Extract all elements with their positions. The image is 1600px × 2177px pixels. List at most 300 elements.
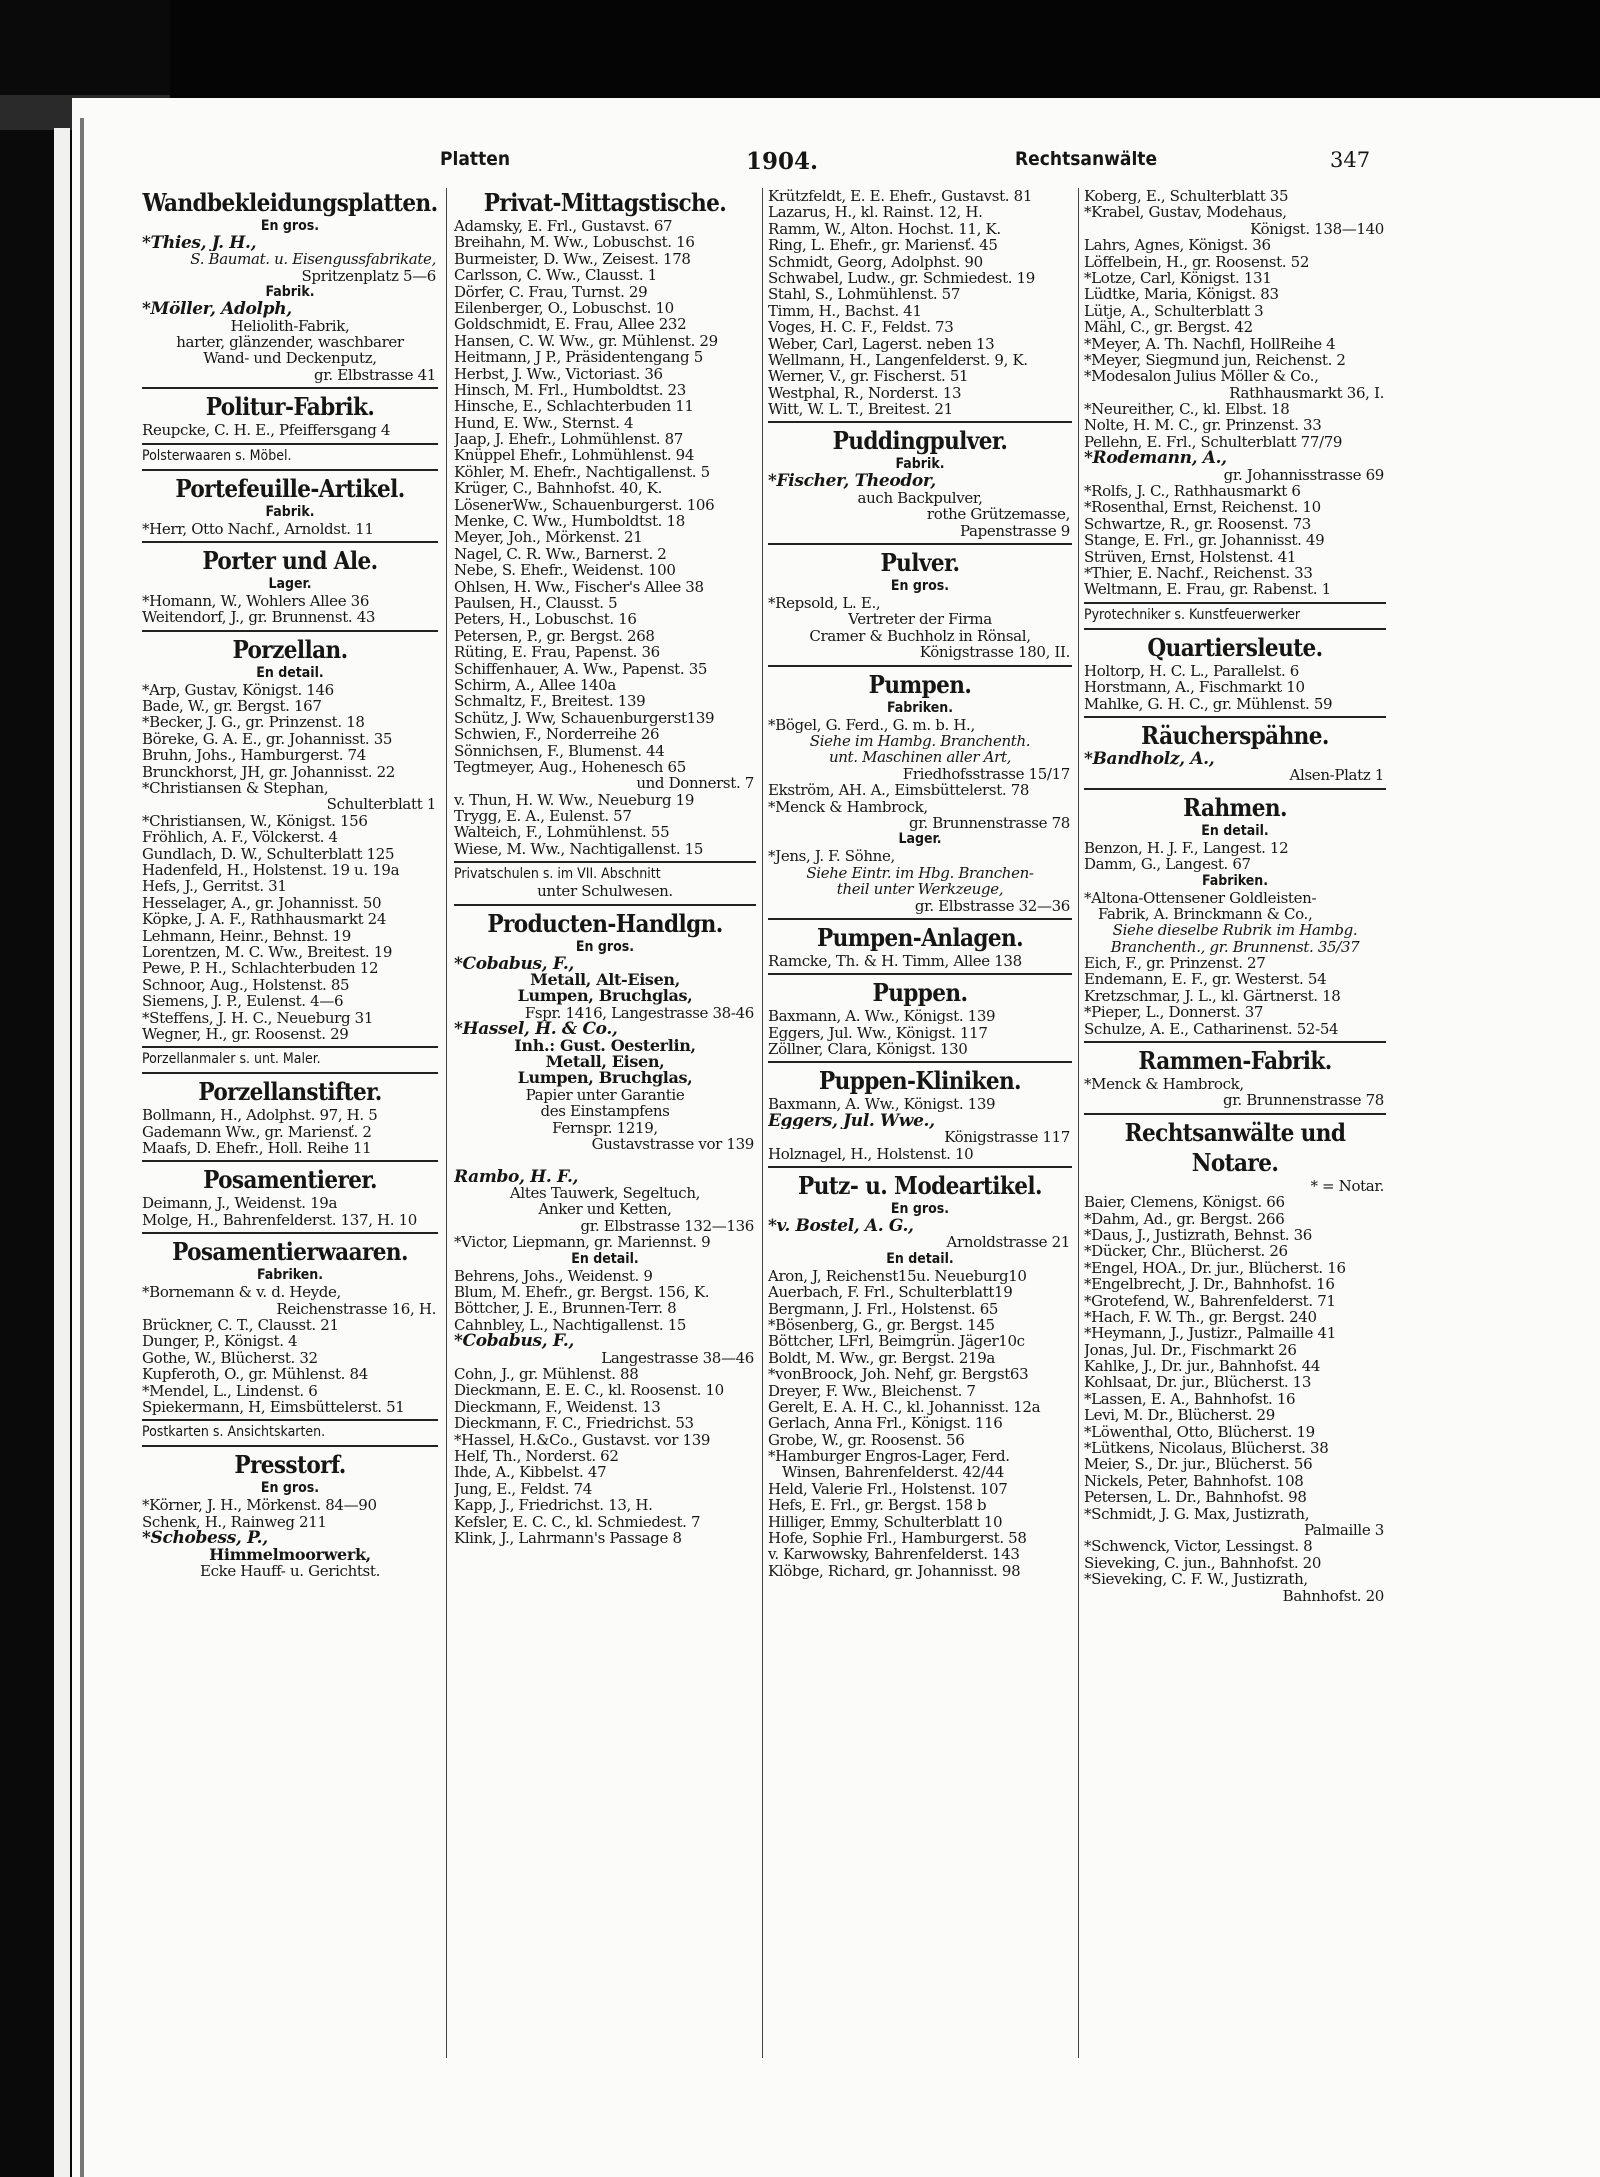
section-rule [768, 969, 1072, 978]
directory-entry: Adamsky, E. Frl., Gustavst. 67 [454, 218, 673, 235]
directory-entry: Böttcher, J. E., Brunnen-Terr. 8 [454, 1300, 677, 1317]
directory-entry: Köpke, J. A. F., Rathhausmarkt 24 [142, 911, 387, 928]
directory-entry: Königstrasse 117 [944, 1129, 1070, 1146]
directory-entry: Branchenth., gr. Brunnenst. 35/37 [1110, 938, 1360, 956]
directory-entry: Stange, E. Frl., gr. Johannisst. 49 [1084, 532, 1325, 549]
section-subheading: En gros. [260, 218, 320, 234]
directory-entry: Rathhausmarkt 36, I. [1229, 384, 1384, 402]
directory-entry: Goldschmidt, E. Frau, Allee 232 [454, 316, 687, 333]
directory-entry: * = Notar. [1310, 1177, 1384, 1195]
directory-entry: Schulterblatt 1 [326, 796, 436, 813]
directory-entry: LösenerWw., Schauenburgerst. 106 [454, 496, 715, 514]
directory-entry: Himmelmoorwerk, [209, 1546, 371, 1563]
directory-entry: Friedhofsstrasse 15/17 [902, 765, 1070, 783]
directory-entry: Eggers, Jul. Wwe., [768, 1112, 935, 1130]
directory-entry: *Thies, J. H., [142, 235, 257, 252]
running-header-right: Rechtsanwälte [1015, 148, 1158, 170]
directory-entry: Kretzschmar, J. L., kl. Gärtnerst. 18 [1084, 987, 1341, 1005]
directory-entry: Vertreter der Firma [848, 611, 992, 628]
directory-entry: *Möller, Adolph, [142, 301, 292, 318]
directory-column-1 [142, 188, 438, 2068]
directory-entry: gr. Elbstrasse 132—136 [580, 1217, 754, 1235]
directory-entry: Baxmann, A. Ww., Königst. 139 [768, 1096, 996, 1113]
directory-entry: Maafs, D. Ehefr., Holl. Reihe 11 [142, 1140, 372, 1157]
section-heading: Räucherspähne. [1141, 720, 1329, 750]
directory-entry: Gothe, W., Blücherst. 32 [142, 1349, 318, 1367]
directory-entry: Reupcke, C. H. E., Pfeiffersgang 4 [142, 422, 391, 439]
section-subheading: Fabrik. [265, 503, 315, 520]
section-heading: Wandbekleidungsplatten. [142, 188, 438, 217]
directory-entry: Auerbach, F. Frl., Schulterblatt19 [768, 1284, 1013, 1301]
directory-entry: Fernspr. 1219, [552, 1119, 658, 1136]
directory-entry: Fabrik, A. Brinckmann & Co., [1098, 905, 1313, 923]
directory-entry: gr. Elbstrasse 32—36 [914, 897, 1070, 914]
directory-entry: Meier, S., Dr. jur., Blücherst. 56 [1084, 1456, 1313, 1473]
directory-entry: Böreke, G. A. E., gr. Johannisst. 35 [142, 730, 393, 748]
directory-entry: Nagel, C. R. Ww., Barnerst. 2 [454, 545, 667, 563]
directory-entry: Deimann, J., Weidenst. 19a [142, 1195, 338, 1212]
directory-entry: *Jens, J. F. Söhne, [768, 848, 895, 865]
directory-entry: Bollmann, H., Adolphst. 97, H. 5 [142, 1107, 378, 1124]
directory-entry: Koberg, E., Schulterblatt 35 [1084, 188, 1289, 205]
directory-entry: Endemann, E. F., gr. Westerst. 54 [1084, 971, 1327, 988]
directory-entry: Bade, W., gr. Bergst. 167 [142, 698, 322, 715]
directory-entry: Siehe dieselbe Rubrik im Hambg. [1112, 922, 1358, 939]
directory-entry: Bahnhofst. 20 [1282, 1587, 1384, 1604]
directory-entry: *Arp, Gustav, Königst. 146 [142, 681, 334, 699]
section-heading: Portefeuille-Artikel. [175, 473, 405, 503]
directory-entry: Molge, H., Bahrenfelderst. 137, H. 10 [142, 1211, 417, 1229]
section-subheading: Lager. [898, 831, 942, 848]
directory-entry: Lazarus, H., kl. Rainst. 12, H. [768, 204, 983, 221]
directory-entry: Mahlke, G. H. C., gr. Mühlenst. 59 [1084, 695, 1333, 712]
directory-entry: *Lotze, Carl, Königst. 131 [1084, 269, 1272, 287]
directory-entry: Gerlach, Anna Frl., Königst. 116 [768, 1415, 1003, 1432]
previous-page-edge [54, 128, 70, 2177]
section-subheading: En detail. [886, 1250, 954, 1267]
section-rule [1084, 712, 1386, 721]
directory-entry: Lütje, A., Schulterblatt 3 [1084, 302, 1264, 320]
directory-entry: v. Karwowsky, Bahrenfelderst. 143 [768, 1546, 1020, 1563]
directory-entry: *v. Bostel, A. G., [768, 1218, 914, 1235]
directory-entry: Hesselager, A., gr. Johannisst. 50 [142, 894, 382, 912]
section-heading: Presstorf. [234, 1450, 346, 1480]
section-heading: Rechtsanwälte und Notare. [1124, 1117, 1346, 1177]
directory-entry: Winsen, Bahrenfelderst. 42/44 [782, 1464, 1004, 1481]
directory-entry: *Meyer, Siegmund jun, Reichenst. 2 [1084, 351, 1346, 369]
directory-entry: *Menck & Hambrock, [1084, 1076, 1244, 1093]
directory-entry: unt. Maschinen aller Art, [828, 749, 1012, 766]
directory-entry: Nickels, Peter, Bahnhofst. 108 [1084, 1472, 1304, 1490]
section-heading: Pulver. [880, 548, 960, 578]
directory-entry: Stahl, S., Lohmühlenst. 57 [768, 286, 961, 303]
directory-entry: und Donnerst. 7 [636, 775, 754, 792]
directory-entry: Tegtmeyer, Aug., Hohenesch 65 [454, 758, 686, 776]
directory-entry: Benzon, H. J. F., Langest. 12 [1084, 839, 1289, 857]
directory-entry: Papenstrasse 9 [959, 522, 1070, 540]
directory-entry: Lumpen, Bruchglas, [517, 988, 693, 1005]
directory-entry: Arnoldstrasse 21 [946, 1234, 1070, 1251]
section-rule [768, 1162, 1072, 1171]
directory-entry: Mähl, C., gr. Bergst. 42 [1084, 319, 1253, 336]
directory-entry: Strüven, Ernst, Holstenst. 41 [1084, 548, 1297, 565]
section-rule [768, 539, 1072, 548]
directory-entry: Metall, Alt-Eisen, [530, 972, 680, 989]
directory-entry: Walteich, F., Lohmühlenst. 55 [454, 824, 670, 841]
directory-entry: *Bandholz, A., [1084, 750, 1215, 768]
directory-entry: Ecke Hauff- u. Gerichtst. [199, 1562, 381, 1580]
directory-entry: *Thier, E. Nachf., Reichenst. 33 [1084, 564, 1313, 582]
directory-entry: Papier unter Garantie [525, 1086, 685, 1104]
directory-entry: Weltmann, E. Frau, gr. Rabenst. 1 [1084, 581, 1331, 598]
directory-entry: Cohn, J., gr. Mühlenst. 88 [454, 1366, 639, 1383]
directory-entry: Kapp, J., Friedrichst. 13, H. [454, 1497, 653, 1514]
directory-entry: gr. Johannisstrasse 69 [1223, 466, 1384, 484]
directory-entry: S. Baumat. u. Eisengussfabrikate, [190, 251, 436, 268]
section-subheading: Fabriken. [1201, 872, 1269, 889]
section-heading: Privat-Mittagstische. [483, 188, 727, 217]
directory-entry: *Rosenthal, Ernst, Reichenst. 10 [1084, 499, 1321, 516]
directory-entry: *Daus, J., Justizrath, Behnst. 36 [1084, 1226, 1312, 1244]
directory-entry: Damm, G., Langest. 67 [1084, 856, 1251, 873]
directory-entry: Schwartze, R., gr. Roosenst. 73 [1084, 515, 1311, 533]
directory-entry: *Victor, Liepmann, gr. Mariennst. 9 [454, 1234, 711, 1251]
directory-entry: Ekström, AH. A., Eimsbüttelerst. 78 [768, 782, 1030, 799]
directory-entry: Ihde, A., Kibbelst. 47 [454, 1464, 607, 1481]
directory-entry: Boldt, M. Ww., gr. Bergst. 219a [768, 1349, 996, 1367]
directory-entry: Aron, J, Reichenst15u. Neueburg10 [768, 1267, 1027, 1285]
section-rule [142, 439, 438, 448]
directory-entry: Schmaltz, F., Breitest. 139 [454, 693, 646, 710]
directory-entry: Weber, Carl, Lagerst. neben 13 [768, 335, 995, 352]
section-heading: Puppen-Kliniken. [819, 1066, 1021, 1096]
directory-entry: Grobe, W., gr. Roosenst. 56 [768, 1431, 965, 1449]
directory-entry: Kohlsaat, Dr. jur., Blücherst. 13 [1084, 1374, 1312, 1391]
directory-entry: des Einstampfens [540, 1103, 670, 1120]
directory-entry: Wiese, M. Ww., Nachtigallenst. 15 [454, 840, 704, 858]
section-rule [142, 1415, 438, 1424]
directory-entry: Holznagel, H., Holstenst. 10 [768, 1145, 974, 1163]
directory-entry: Peters, H., Lobuschst. 16 [454, 611, 637, 628]
directory-entry: Köhler, M. Ehefr., Nachtigallenst. 5 [454, 463, 710, 481]
directory-entry: Langestrasse 38—46 [601, 1349, 754, 1366]
directory-entry: Bergmann, J. Frl., Holstenst. 65 [768, 1300, 999, 1317]
directory-entry: *Rodemann, A., [1084, 450, 1227, 467]
section-rule [142, 465, 438, 474]
directory-entry: Behrens, Johs., Weidenst. 9 [454, 1267, 653, 1285]
directory-entry: Hefs, E. Frl., gr. Bergst. 158 b [768, 1497, 987, 1514]
section-rule [142, 383, 438, 392]
directory-entry: Schmidt, Georg, Adolphst. 90 [768, 253, 983, 270]
directory-entry: *Fischer, Theodor, [768, 473, 936, 490]
directory-entry: Fröhlich, A. F., Völckerst. 4 [142, 829, 338, 846]
directory-column-3 [768, 188, 1072, 2068]
directory-entry: Schiffenhauer, A. Ww., Papenst. 35 [454, 660, 708, 677]
directory-entry: *Meyer, A. Th. Nachfl, HollReihe 4 [1084, 335, 1336, 352]
section-heading: Porzellan. [232, 634, 348, 664]
directory-entry: *Körner, J. H., Mörkenst. 84—90 [142, 1497, 377, 1514]
directory-entry: Sieveking, C. jun., Bahnhofst. 20 [1084, 1554, 1322, 1572]
directory-entry: Voges, H. C. F., Feldst. 73 [768, 319, 954, 336]
directory-entry: gr. Brunnenstrasse 78 [909, 814, 1070, 832]
directory-entry: Kupferoth, O., gr. Mühlenst. 84 [142, 1366, 368, 1383]
section-subheading: En detail. [1201, 822, 1269, 839]
directory-entry: *Bornemann & v. d. Heyde, [142, 1284, 341, 1301]
directory-entry: Hofe, Sophie Frl., Hamburgerst. 58 [768, 1530, 1027, 1547]
directory-entry: *Hassel, H.&Co., Gustavst. vor 139 [454, 1431, 711, 1448]
section-heading: Rammen-Fabrik. [1138, 1046, 1332, 1076]
section-rule [142, 1068, 438, 1077]
directory-entry: Siehe im Hambg. Branchenth. [809, 732, 1031, 750]
directory-entry: *Schwenck, Victor, Lessingst. 8 [1084, 1538, 1313, 1555]
section-subheading: Fabrik. [895, 456, 945, 473]
directory-entry: Fspr. 1416, Langestrasse 38-46 [524, 1004, 754, 1022]
section-subheading: En gros. [260, 1480, 320, 1497]
directory-entry: Heliolith-Fabrik, [230, 317, 350, 334]
page-binding-edge [80, 118, 84, 2177]
directory-entry: Dörfer, C. Frau, Turnst. 29 [454, 283, 648, 300]
column-divider [762, 188, 763, 2058]
directory-entry: unter Schulwesen. [537, 883, 673, 900]
directory-entry: Witt, W. L. T., Breitest. 21 [768, 401, 953, 418]
directory-entry: Lahrs, Agnes, Königst. 36 [1084, 237, 1271, 254]
directory-entry: Hefs, J., Gerritst. 31 [142, 878, 287, 895]
directory-entry: Paulsen, H., Clausst. 5 [454, 594, 618, 612]
directory-entry: Palmaille 3 [1303, 1522, 1384, 1539]
directory-entry: Eggers, Jul. Ww., Königst. 117 [768, 1024, 988, 1042]
section-rule [768, 417, 1072, 426]
directory-entry: Westphal, R., Norderst. 13 [768, 384, 962, 402]
directory-entry: *Pieper, L., Donnerst. 37 [1084, 1004, 1264, 1021]
directory-entry: Cramer & Buchholz in Rönsal, [809, 627, 1031, 645]
cross-reference: Porzellanmaler s. unt. Maler. [142, 1051, 321, 1068]
directory-entry: auch Backpulver, [857, 489, 983, 507]
directory-entry: Kefsler, E. C. C., kl. Schmiedest. 7 [454, 1513, 701, 1530]
directory-entry: Wand- und Deckenputz, [203, 350, 377, 367]
cross-reference: Pyrotechniker s. Kunstfeuerwerker [1084, 606, 1301, 623]
directory-entry: Eilenberger, O., Lobuschst. 10 [454, 299, 674, 317]
section-rule [142, 1156, 438, 1165]
section-subheading: En gros. [890, 578, 950, 595]
section-heading: Puddingpulver. [832, 426, 1008, 456]
directory-entry: *Dahm, Ad., gr. Bergst. 266 [1084, 1210, 1285, 1227]
section-heading: Putz- u. Modeartikel. [798, 1171, 1042, 1201]
directory-entry: Holtorp, H. C. L., Parallelst. 6 [1084, 662, 1299, 680]
cross-reference: Postkarten s. Ansichtskarten. [142, 1424, 326, 1441]
directory-entry: Klöbge, Richard, gr. Johannisst. 98 [768, 1562, 1021, 1580]
section-heading: Rahmen. [1183, 792, 1287, 822]
running-header-year: 1904. [746, 148, 819, 175]
directory-entry: Spritzenplatz 5—6 [301, 267, 436, 285]
directory-entry: Pellehn, E. Frl., Schulterblatt 77/79 [1084, 433, 1343, 451]
directory-entry: Zöllner, Clara, Königst. 130 [768, 1041, 968, 1058]
directory-entry: *Altona-Ottensener Goldleisten- [1084, 889, 1317, 906]
section-subheading: Lager. [268, 575, 312, 592]
section-heading: Pumpen. [868, 669, 972, 699]
directory-entry: Schütz, J. Ww, Schauenburgerst139 [454, 709, 715, 727]
section-heading: Posamentierwaaren. [172, 1237, 408, 1267]
directory-entry: *Mendel, L., Lindenst. 6 [142, 1382, 318, 1399]
directory-entry: Bruhn, Johs., Hamburgerst. 74 [142, 747, 366, 764]
directory-entry: Ramcke, Th. & H. Timm, Allee 138 [768, 952, 1022, 970]
directory-entry: *Heymann, J., Justizr., Palmaille 41 [1084, 1325, 1336, 1342]
directory-entry: Schirm, A., Allee 140a [454, 676, 617, 694]
directory-entry: Horstmann, A., Fischmarkt 10 [1084, 679, 1305, 696]
directory-entry: Nolte, H. M. C., gr. Prinzenst. 33 [1084, 417, 1322, 434]
directory-entry: Brunckhorst, JH, gr. Johannisst. 22 [142, 763, 395, 781]
directory-entry: Timm, H., Bachst. 41 [768, 302, 922, 320]
directory-entry: *Sieveking, C. F. W., Justizrath, [1084, 1571, 1308, 1588]
directory-entry: rothe Grützemasse, [926, 506, 1070, 523]
directory-entry: theil unter Werkzeuge, [836, 881, 1004, 898]
directory-entry: Hadenfeld, H., Holstenst. 19 u. 19a [142, 861, 400, 879]
directory-entry: *Hamburger Engros-Lager, Ferd. [768, 1448, 1010, 1465]
directory-entry: *vonBroock, Joh. Nehf, gr. Bergst63 [768, 1366, 1029, 1383]
directory-entry: *Christiansen & Stephan, [142, 780, 329, 797]
directory-entry: Metall, Eisen, [545, 1053, 665, 1071]
section-rule [1084, 1109, 1386, 1118]
directory-entry: Gademann Ww., gr. Mariensť. 2 [142, 1123, 372, 1141]
section-heading: Producten-Handlgn. [487, 908, 723, 938]
directory-entry: Klink, J., Lahrmann's Passage 8 [454, 1529, 682, 1547]
directory-entry: Böttcher, LFrl, Beimgrün. Jäger10c [768, 1333, 1025, 1350]
directory-entry: Rambo, H. F., [454, 1168, 579, 1186]
directory-entry: Schwabel, Ludw., gr. Schmiedest. 19 [768, 269, 1035, 287]
directory-entry: Gustavstrasse vor 139 [591, 1135, 754, 1153]
directory-entry: Krüger, C., Bahnhofst. 40, K. [454, 480, 663, 497]
directory-entry: v. Thun, H. W. Ww., Neueburg 19 [454, 791, 695, 809]
directory-entry: Löffelbein, H., gr. Roosenst. 52 [1084, 253, 1310, 270]
directory-entry: *Hach, F. W. Th., gr. Bergst. 240 [1084, 1308, 1317, 1326]
directory-entry: Lorentzen, M. C. Ww., Breitest. 19 [142, 943, 393, 961]
directory-entry: *Schobess, P., [142, 1530, 268, 1547]
directory-entry: *Bögel, G. Ferd., G. m. b. H., [768, 716, 975, 733]
directory-entry: Hinsche, E., Schlachterbuden 11 [454, 398, 694, 415]
directory-entry: gr. Elbstrasse 41 [313, 366, 436, 384]
directory-entry: Lüdtke, Maria, Königst. 83 [1084, 286, 1279, 303]
page-number: 347 [1330, 148, 1371, 172]
section-heading: Porter und Ale. [202, 545, 378, 575]
directory-entry: Schwien, F., Norderreihe 26 [454, 726, 660, 743]
section-subheading: Fabriken. [256, 1267, 324, 1284]
directory-entry: Carlsson, C. Ww., Clausst. 1 [454, 267, 657, 284]
directory-entry: Hilliger, Emmy, Schulterblatt 10 [768, 1513, 1003, 1531]
directory-entry: Gundlach, D. W., Schulterblatt 125 [142, 845, 395, 862]
directory-entry: Nebe, S. Ehefr., Weidenst. 100 [454, 562, 676, 579]
directory-entry: Breihahn, M. Ww., Lobuschst. 16 [454, 234, 695, 251]
section-subheading: Fabrik. [265, 284, 315, 301]
directory-entry: *Repsold, L. E., [768, 595, 881, 612]
directory-entry: Rüting, E. Frau, Papenst. 36 [454, 644, 660, 661]
directory-entry: Schnoor, Aug., Holstenst. 85 [142, 976, 350, 994]
directory-entry: Herbst, J. Ww., Victoriast. 36 [454, 365, 663, 382]
directory-entry: Dieckmann, E. E. C., kl. Roosenst. 10 [454, 1382, 724, 1399]
section-heading: Politur-Fabrik. [205, 392, 375, 422]
directory-entry: Siemens, J. P., Eulenst. 4—6 [142, 993, 344, 1010]
directory-entry: *Bösenberg, G., gr. Bergst. 145 [768, 1316, 995, 1334]
section-heading: Posamentierer. [203, 1165, 377, 1195]
directory-entry: *Dücker, Chr., Blücherst. 26 [1084, 1243, 1288, 1260]
directory-entry: *Homann, W., Wohlers Allee 36 [142, 592, 370, 610]
directory-entry: Baxmann, A. Ww., Königst. 139 [768, 1008, 996, 1025]
directory-entry: Altes Tauwerk, Segeltuch, [509, 1185, 701, 1202]
directory-entry: Menke, C. Ww., Humboldtst. 18 [454, 513, 685, 530]
section-rule [1084, 598, 1386, 607]
directory-entry: *Grotefend, W., Bahrenfelderst. 71 [1084, 1292, 1336, 1309]
section-rule [142, 1228, 438, 1237]
section-rule [768, 661, 1072, 670]
directory-entry: *Engelbrecht, J. Dr., Bahnhofst. 16 [1084, 1276, 1335, 1293]
directory-entry: Trygg, E. A., Eulenst. 57 [454, 808, 632, 825]
directory-entry: Ohlsen, H. Ww., Fischer's Allee 38 [454, 578, 704, 595]
section-rule [454, 857, 756, 866]
directory-entry: Held, Valerie Frl., Holstenst. 107 [768, 1480, 1008, 1498]
directory-entry: *Krabel, Gustav, Modehaus, [1084, 204, 1287, 221]
section-rule [142, 1441, 438, 1450]
directory-entry: Königstrasse 180, II. [919, 644, 1070, 661]
directory-entry: *Cobabus, F., [454, 1333, 574, 1350]
directory-entry: Jonas, Jul. Dr., Fischmarkt 26 [1084, 1341, 1297, 1359]
directory-entry: *Menck & Hambrock, [768, 798, 928, 815]
directory-entry: Burmeister, D. Ww., Zeisest. 178 [454, 250, 691, 268]
directory-entry [454, 1152, 756, 1168]
directory-entry: Ring, L. Ehefr., gr. Mariensť. 45 [768, 237, 998, 254]
directory-entry: *Cobabus, F., [454, 955, 574, 973]
directory-entry: *Steffens, J. H. C., Neueburg 31 [142, 1009, 374, 1026]
section-rule [142, 626, 438, 635]
directory-entry: *Löwenthal, Otto, Blücherst. 19 [1084, 1423, 1315, 1441]
section-rule [142, 1042, 438, 1051]
directory-entry: Heitmann, J P., Präsidentengang 5 [454, 349, 703, 366]
directory-entry: Dieckmann, F., Weidenst. 13 [454, 1398, 661, 1416]
directory-entry: Knüppel Ehefr., Lohmühlenst. 94 [454, 447, 695, 464]
directory-entry: Spiekermann, H, Eimsbüttelerst. 51 [142, 1398, 405, 1416]
section-subheading: En gros. [575, 938, 635, 955]
section-subheading: En gros. [890, 1201, 950, 1218]
directory-entry: Alsen-Platz 1 [1289, 767, 1384, 784]
section-rule [1084, 624, 1386, 633]
cross-reference: Privatschulen s. im VII. Abschnitt [454, 866, 661, 883]
section-rule [768, 914, 1072, 923]
directory-entry: Petersen, P., gr. Bergst. 268 [454, 627, 655, 645]
directory-entry: Siehe Eintr. im Hbg. Branchen- [806, 864, 1034, 882]
directory-entry: Inh.: Gust. Oesterlin, [514, 1037, 696, 1054]
directory-entry: *Modesalon Julius Möller & Co., [1084, 368, 1319, 385]
directory-entry: *Lassen, E. A., Bahnhofst. 16 [1084, 1390, 1296, 1408]
directory-entry: *Herr, Otto Nachf., Arnoldst. 11 [142, 520, 374, 537]
directory-entry: Königst. 138—140 [1250, 220, 1384, 238]
directory-entry: Sönnichsen, F., Blumenst. 44 [454, 742, 665, 759]
directory-entry: Pewe, P. H., Schlachterbuden 12 [142, 960, 379, 977]
directory-entry: Baier, Clemens, Königst. 66 [1084, 1194, 1285, 1211]
directory-entry: *Hassel, H. & Co., [454, 1021, 618, 1038]
directory-entry: Cahnbley, L., Nachtigallenst. 15 [454, 1316, 687, 1334]
directory-entry: *Engel, HOA., Dr. jur., Blücherst. 16 [1084, 1259, 1346, 1277]
directory-entry: *Becker, J. G., gr. Prinzenst. 18 [142, 714, 365, 731]
directory-entry: Kahlke, J., Dr. jur., Bahnhofst. 44 [1084, 1358, 1321, 1375]
directory-entry: Eich, F., gr. Prinzenst. 27 [1084, 955, 1266, 972]
directory-entry: Schulze, A. E., Catharinenst. 52-54 [1084, 1020, 1339, 1038]
directory-entry: Brückner, C. T., Clausst. 21 [142, 1317, 339, 1334]
directory-entry: Wellmann, H., Langenfelderst. 9, K. [768, 351, 1028, 369]
section-subheading: En detail. [571, 1250, 639, 1267]
section-rule [142, 537, 438, 546]
directory-entry: *Christiansen, W., Königst. 156 [142, 812, 368, 830]
section-subheading: Fabriken. [886, 699, 954, 716]
section-heading: Puppen. [872, 978, 968, 1008]
directory-entry: *Neureither, C., kl. Elbst. 18 [1084, 401, 1290, 418]
directory-entry: Lehmann, Heinr., Behnst. 19 [142, 927, 351, 944]
